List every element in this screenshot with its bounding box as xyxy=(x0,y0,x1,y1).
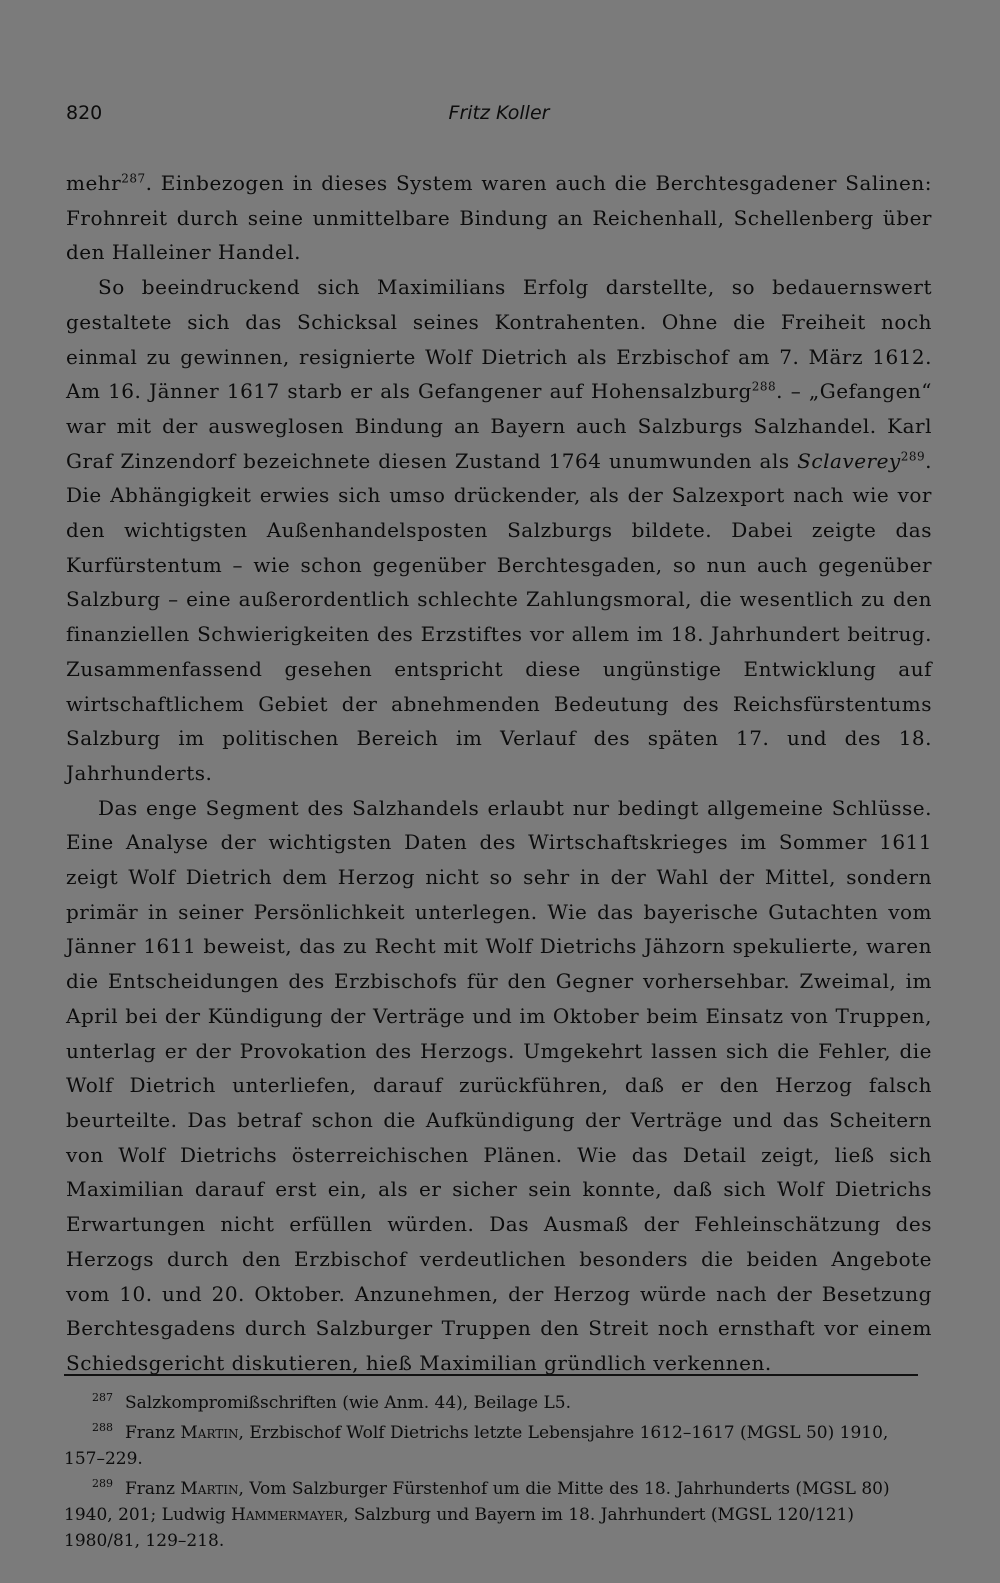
footnote-text: , Salzburg und Bayern im 18. Jahrhundert (MGSL 120/121) 1980/81, 129–218. xyxy=(64,1505,855,1551)
text-span: . Einbezogen in dieses System waren auch die Berchtesgadener Salinen: Frohnreit durch seine unmittelbare Bindung an Reichenhall, Schellenberg über den Halleiner Handel. xyxy=(66,171,932,265)
footnote-divider xyxy=(64,1374,918,1376)
author-name: Hammermayer xyxy=(231,1505,344,1525)
text-span: Das enge Segment des Salzhandels erlaubt nur bedingt allgemeine Schlüsse. Eine Analyse der wichtigsten Daten des Wirtschaftskrieges im Sommer 1611 zeigt Wolf Dietrich dem Herzog nicht so sehr in der Wahl der Mittel, sondern primär in seiner Persönlichkeit unterlegen. Wie das bayerische Gutachten vom Jänner 1611 beweist, das zu Recht mit Wolf Dietrichs Jähzorn spekulierte, waren die Entscheidungen des Erzbischofs für den Gegner vorhersehbar. Zweimal, im April bei der Kündigung der Verträge und im Oktober beim Einsatz von Truppen, unterlag er der Provokation des Herzogs. Umgekehrt lassen sich die Fehler, die Wolf Dietrich unterliefen, darauf zurückführen, daß er den Herzog falsch beurteilte. Das betraf schon die Aufkündigung der Verträge und das Scheitern von Wolf Dietrichs österreichischen Plänen. Wie das Detail zeigt, ließ sich Maximilian darauf erst ein, als er sicher sein konnte, daß sich Wolf Dietrichs Erwartungen nicht erfüllen würden. Das Ausmaß der Fehleinschätzung des Herzogs durch den Erzbischof verdeutlichen besonders die beiden Angebote vom 10. und 20. Oktober. Anzunehmen, der Herzog würde nach der Besetzung Berchtesgadens durch Salzburger Truppen den Streit noch ernsthaft vor einem Schiedsgericht diskutieren, hieß Maximilian gründlich verkennen. xyxy=(66,795,932,1375)
text-span: mehr xyxy=(66,171,122,195)
text-span: . Die Abhängigkeit erwies sich umso drückender, als der Salzexport nach wie vor den wichtigsten Außenhandelsposten Salzburgs bildete. Dabei zeigte das Kurfürstentum – wie schon gegenüber Berchtesgaden, so nun auch gegenüber Salzburg – eine außerordentlich schlechte Zahlungsmoral, die wesentlich zu den finanziellen Schwierigkeiten des Erzstiftes vor allem im 18. Jahrhundert beitrug. Zusammenfassend gesehen entspricht diese ungünstige Entwicklung auf wirtschaftlichem Gebiet der abnehmenden Bedeutung des Reichsfürstentums Salzburg im politischen Bereich im Verlauf des späten 17. und des 18. Jahrhunderts. xyxy=(66,448,932,785)
author-name: Martin xyxy=(180,1479,239,1499)
footnote-text: Franz xyxy=(125,1423,181,1443)
footnote-text: , Vom Salzburger Fürstenhof um die Mitte des 18. Jahrhunderts (MGSL 80) 1940, 201; Ludwig xyxy=(64,1479,890,1525)
footnote-ref-287[interactable]: 287 xyxy=(121,171,146,186)
paragraph-2 xyxy=(66,270,932,791)
body-text xyxy=(66,166,932,1381)
footnotes xyxy=(64,1390,920,1558)
footnote-number: 288 xyxy=(92,1421,113,1435)
running-head: Fritz Koller xyxy=(448,102,550,124)
page-number: 820 xyxy=(66,102,103,124)
footnote-number: 287 xyxy=(92,1391,113,1405)
paragraph-3 xyxy=(66,791,932,1381)
footnote-number: 289 xyxy=(92,1477,113,1491)
footnote-text: , Erzbischof Wolf Dietrichs letzte Lebensjahre 1612–1617 (MGSL 50) 1910, 157–229. xyxy=(64,1423,889,1469)
footnote-287 xyxy=(64,1390,920,1416)
paragraph-1 xyxy=(66,166,932,270)
footnote-text: Salzkompromißschriften (wie Anm. 44), Beilage L5. xyxy=(125,1393,572,1413)
footnote-ref-289[interactable]: 289 xyxy=(900,448,926,463)
italic-term: Sclaverey xyxy=(797,448,901,473)
page-header xyxy=(66,102,932,132)
text-span: . – „Gefangen“ war mit der ausweglosen Bindung an Bayern auch Salzburgs Salzhandel. Karl Graf Zinzendorf bezeichnete diesen Zustand 1764 unumwunden als xyxy=(66,379,933,473)
footnote-288 xyxy=(64,1420,920,1472)
footnote-289 xyxy=(64,1476,920,1554)
text-span: So beeindruckend sich Maximilians Erfolg darstellte, so bedauernswert gestaltete sich das Schicksal seines Kontrahenten. Ohne die Freiheit noch einmal zu gewinnen, resignierte Wolf Dietrich als Erzbischof am 7. März 1612. Am 16. Jänner 1617 starb er als Gefangener auf Hohensalzburg xyxy=(66,275,932,404)
author-name: Martin xyxy=(180,1423,239,1443)
footnote-text: Franz xyxy=(125,1479,181,1499)
footnote-ref-288[interactable]: 288 xyxy=(751,379,777,394)
